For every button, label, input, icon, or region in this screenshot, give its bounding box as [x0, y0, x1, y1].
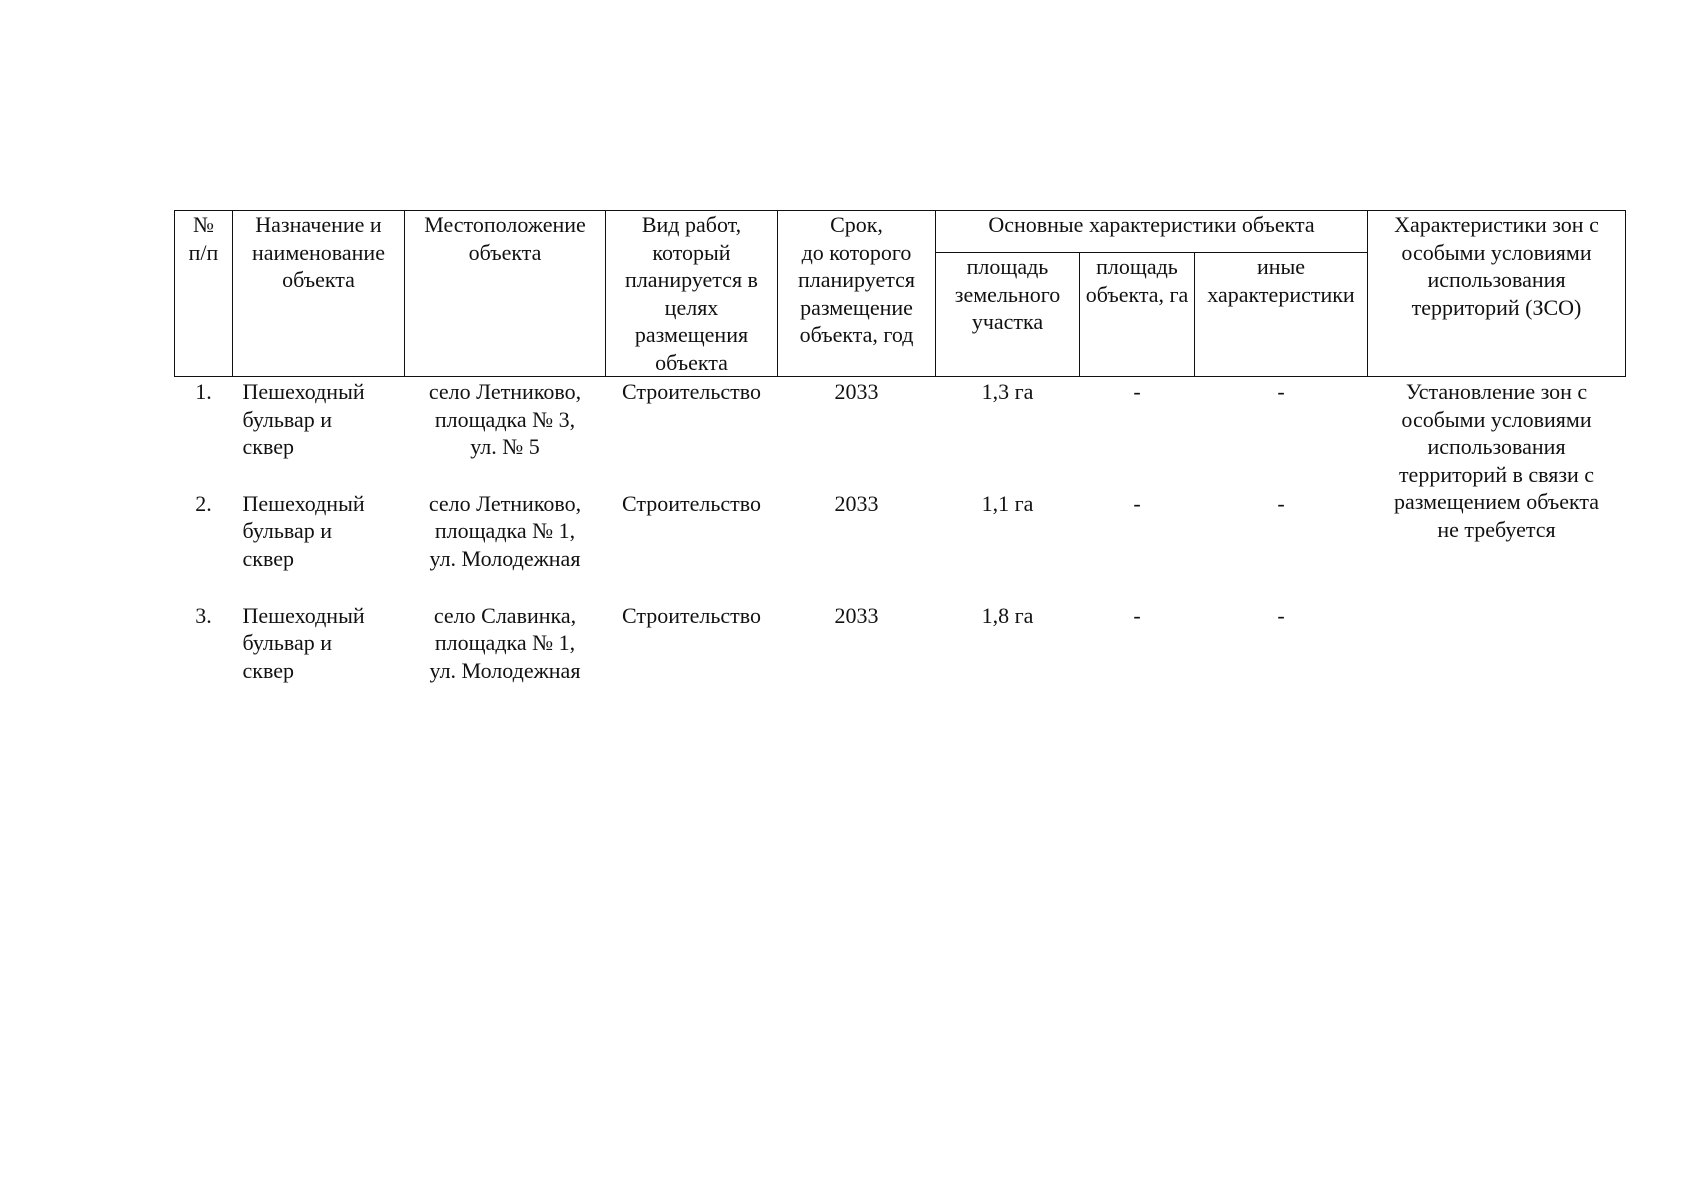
- header-location: Местоположение объекта: [405, 211, 606, 377]
- header-land-area: площадь земельного участка: [936, 253, 1080, 377]
- row-name: Пешеходный бульвар и сквер: [242, 490, 365, 571]
- row-work-type: Строительство: [621, 490, 762, 516]
- header-main-characteristics: Основные характеристики объекта: [936, 211, 1368, 253]
- row-land-area: 1,1 га: [981, 490, 1034, 516]
- row-num: 1.: [195, 379, 212, 404]
- header-term: Срок, до которого планируется размещение объекта, год: [778, 211, 936, 377]
- header-num: № п/п: [175, 211, 233, 377]
- table-row: [175, 377, 1626, 489]
- row-object-area: -: [1133, 602, 1141, 628]
- row-location: село Летниково, площадка № 3, ул. № 5: [428, 379, 582, 459]
- header-zso: Характеристики зон с особыми условиями использования территорий (ЗСО): [1368, 211, 1626, 377]
- row-location: село Летниково, площадка № 1, ул. Молодежная: [428, 490, 582, 571]
- zso-characteristics: Установление зон с особыми условиями использования территорий в связи с размещением объекта не требуется: [1393, 379, 1600, 542]
- objects-table: [174, 210, 1626, 691]
- row-other: -: [1277, 602, 1285, 628]
- header-work-type: Вид работ, который планируется в целях размещения объекта: [606, 211, 778, 377]
- row-work-type: Строительство: [621, 602, 762, 628]
- row-name: Пешеходный бульвар и сквер: [242, 379, 365, 459]
- row-num: 2.: [195, 490, 212, 516]
- row-name: Пешеходный бульвар и сквер: [242, 602, 365, 683]
- row-term: 2033: [834, 490, 879, 516]
- row-term: 2033: [834, 602, 879, 628]
- row-land-area: 1,8 га: [981, 602, 1034, 628]
- row-land-area: 1,3 га: [981, 379, 1034, 404]
- row-location: село Славинка, площадка № 1, ул. Молодежная: [429, 602, 581, 683]
- row-num: 3.: [195, 602, 212, 628]
- header-other-characteristics: иные характеристики: [1195, 253, 1368, 377]
- row-other: -: [1277, 379, 1285, 404]
- row-object-area: -: [1133, 379, 1141, 404]
- header-name: Назначение и наименование объекта: [233, 211, 405, 377]
- header-object-area: площадь объекта, га: [1080, 253, 1195, 377]
- row-work-type: Строительство: [621, 379, 762, 404]
- row-object-area: -: [1133, 490, 1141, 516]
- row-term: 2033: [834, 379, 879, 404]
- row-other: -: [1277, 490, 1285, 516]
